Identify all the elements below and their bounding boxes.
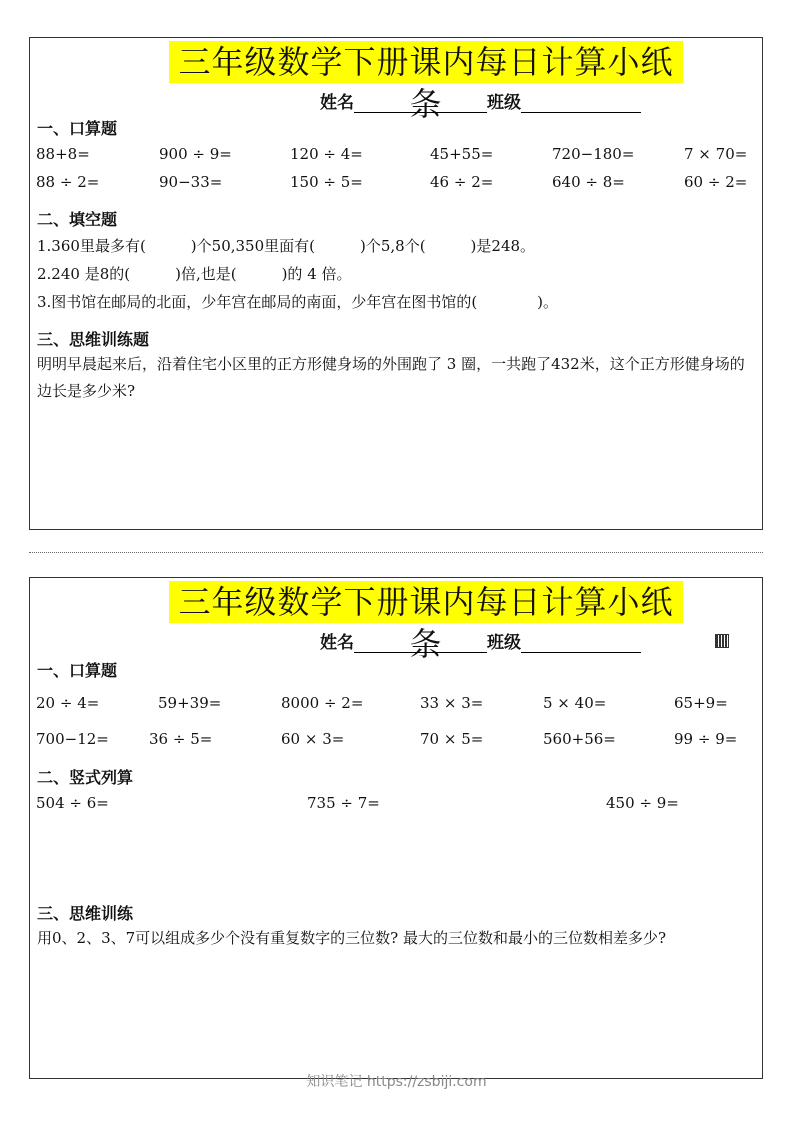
name-class-row [320,628,641,653]
oral-problem: 70 × 5= [420,730,484,748]
name-label: 姓名 [320,633,354,653]
class-blank[interactable] [521,94,641,113]
oral-problem: 5 × 40= [543,694,607,712]
vertical-problem: 735 ÷ 7= [307,794,380,812]
oral-problem: 36 ÷ 5= [149,730,213,748]
oral-problem: 90−33= [159,173,223,191]
worksheet-card-2 [29,577,763,1079]
name-blank[interactable] [354,94,487,113]
oral-problem: 88+8= [36,145,90,163]
oral-problem: 46 ÷ 2= [430,173,494,191]
oral-problem: 99 ÷ 9= [674,730,738,748]
name-blank[interactable] [354,634,487,653]
oral-problem: 120 ÷ 4= [290,145,363,163]
class-label: 班级 [487,93,521,113]
oral-problem: 640 ÷ 8= [552,173,625,191]
oral-problem: 20 ÷ 4= [36,694,100,712]
fill-question: 2.240 是8的( )倍,也是( )的 4 倍。 [37,265,352,283]
section-heading-thinking: 三、思维训练题 [37,330,150,349]
section-heading-oral: 一、口算题 [37,661,118,680]
footer-watermark: 知识笔记 https://zsbiji.com [306,1074,487,1090]
oral-problem: 60 ÷ 2= [684,173,748,191]
card-title: 三年级数学下册课内每日计算小纸条 [169,41,683,83]
oral-problem: 60 × 3= [281,730,345,748]
card-title: 三年级数学下册课内每日计算小纸条 [169,581,683,623]
worksheet-card-1 [29,37,763,530]
class-label: 班级 [487,633,521,653]
cut-line [29,552,763,553]
oral-problem: 8000 ÷ 2= [281,694,364,712]
oral-problem: 150 ÷ 5= [290,173,363,191]
oral-problem: 720−180= [552,145,635,163]
vertical-problem: 450 ÷ 9= [606,794,679,812]
oral-problem: 560+56= [543,730,616,748]
section-heading-thinking: 三、思维训练 [37,904,134,923]
vertical-problem: 504 ÷ 6= [36,794,109,812]
oral-problem: 59+39= [158,694,222,712]
section-heading-fill: 二、填空题 [37,210,118,229]
thinking-problem: 明明早晨起来后，沿着住宅小区里的正方形健身场的外围跑了 3 圈，一共跑了432米，这个正方形健身场的边长是多少米? [37,355,745,400]
oral-problem: 45+55= [430,145,494,163]
oral-problem: 7 × 70= [684,145,748,163]
oral-problem: 65+9= [674,694,728,712]
name-label: 姓名 [320,93,354,113]
fill-question: 1.360里最多有( )个50,350里面有( )个5,8个( )是248。 [37,237,536,255]
oral-problem: 88 ÷ 2= [36,173,100,191]
oral-problem: 33 × 3= [420,694,484,712]
oral-problem: 700−12= [36,730,109,748]
thinking-problem: 用0、2、3、7可以组成多少个没有重复数字的三位数? 最大的三位数和最小的三位数相差多少? [37,929,667,947]
fill-question: 3.图书馆在邮局的北面，少年宫在邮局的南面，少年宫在图书馆的( )。 [37,293,559,311]
name-class-row [320,88,641,113]
oral-problem: 900 ÷ 9= [159,145,232,163]
section-heading-oral: 一、口算题 [37,119,118,138]
class-blank[interactable] [521,634,641,653]
section-heading-vertical: 二、竖式列算 [37,768,134,787]
qr-code-icon [716,635,728,647]
